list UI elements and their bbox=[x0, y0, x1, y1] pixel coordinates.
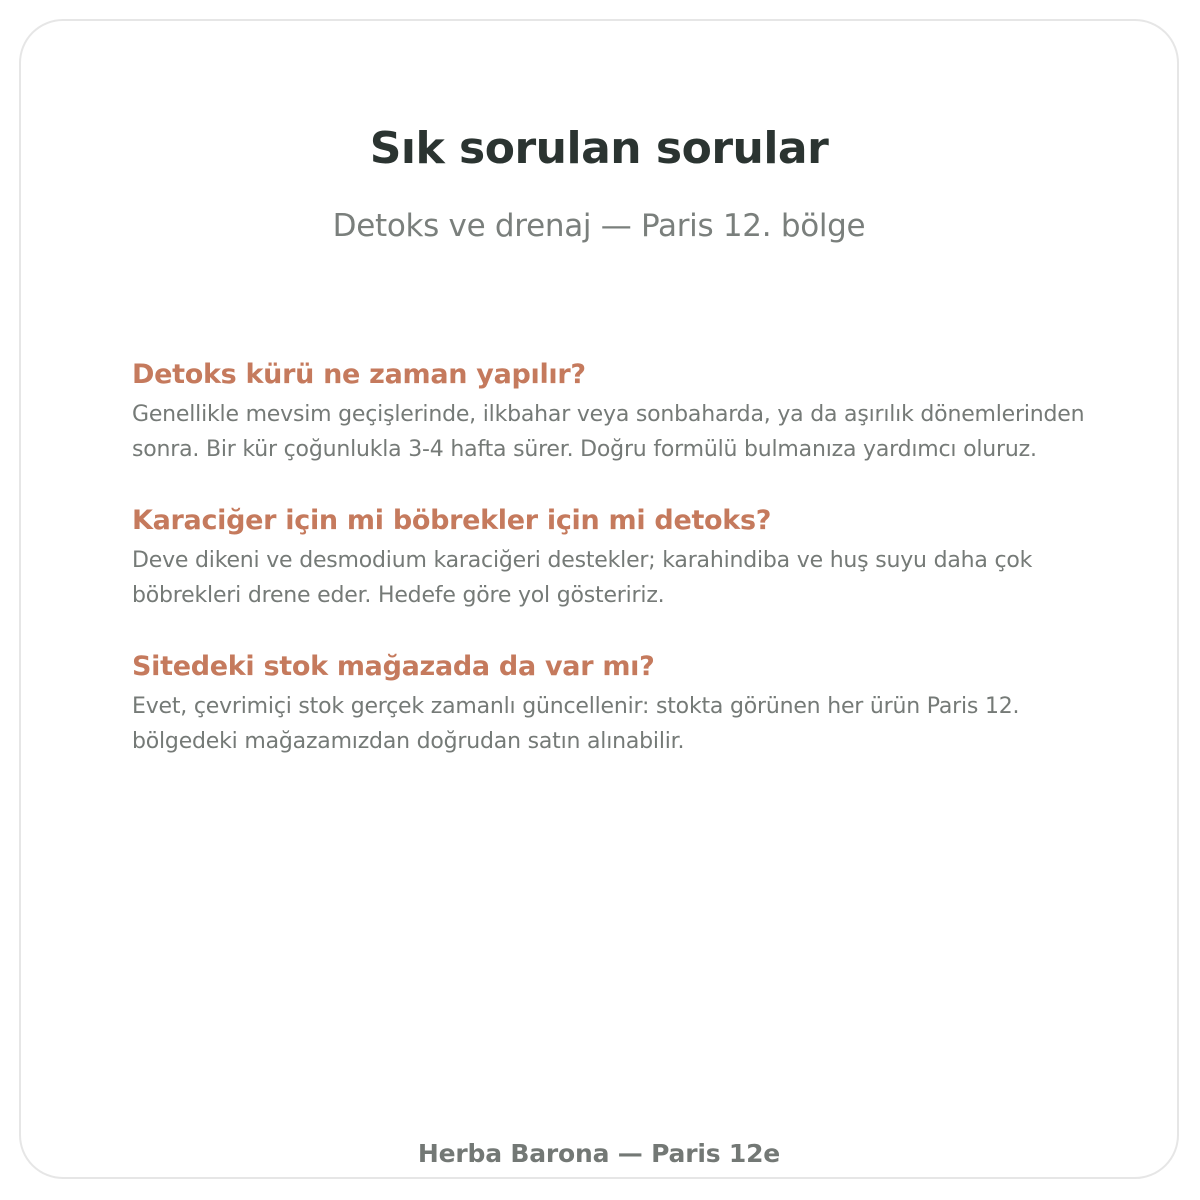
faq-answer: Genellikle mevsim geçişlerinde, ilkbahar veya sonbaharda, ya da aşırılık dönemlerinden sonra. Bir kür çoğunlukla 3-4 hafta sürer. Doğru formülü bulmanıza yardımcı oluruz. bbox=[132, 402, 1085, 462]
faq-list bbox=[132, 353, 1107, 791]
faq-question: Karaciğer için mi böbrekler için mi detoks? bbox=[132, 505, 772, 536]
page-title: Sık sorulan sorular bbox=[369, 123, 829, 174]
faq-question: Sitedeki stok mağazada da var mı? bbox=[132, 651, 655, 682]
faq-question: Detoks kürü ne zaman yapılır? bbox=[132, 359, 586, 390]
footer-brand: Herba Barona — Paris 12e bbox=[417, 1139, 781, 1168]
faq-item bbox=[132, 353, 1107, 467]
faq-item bbox=[132, 499, 1107, 613]
page-subtitle: Detoks ve drenaj — Paris 12. bölge bbox=[332, 208, 866, 244]
faq-answer: Evet, çevrimiçi stok gerçek zamanlı güncellenir: stokta görünen her ürün Paris 12. bölgedeki mağazamızdan doğrudan satın alınabilir. bbox=[132, 694, 1020, 754]
faq-answer: Deve dikeni ve desmodium karaciğeri destekler; karahindiba ve huş suyu daha çok böbrekleri drene eder. Hedefe göre yol gösteririz. bbox=[132, 548, 1033, 608]
faq-item bbox=[132, 645, 1107, 759]
faq-card bbox=[19, 19, 1179, 1179]
